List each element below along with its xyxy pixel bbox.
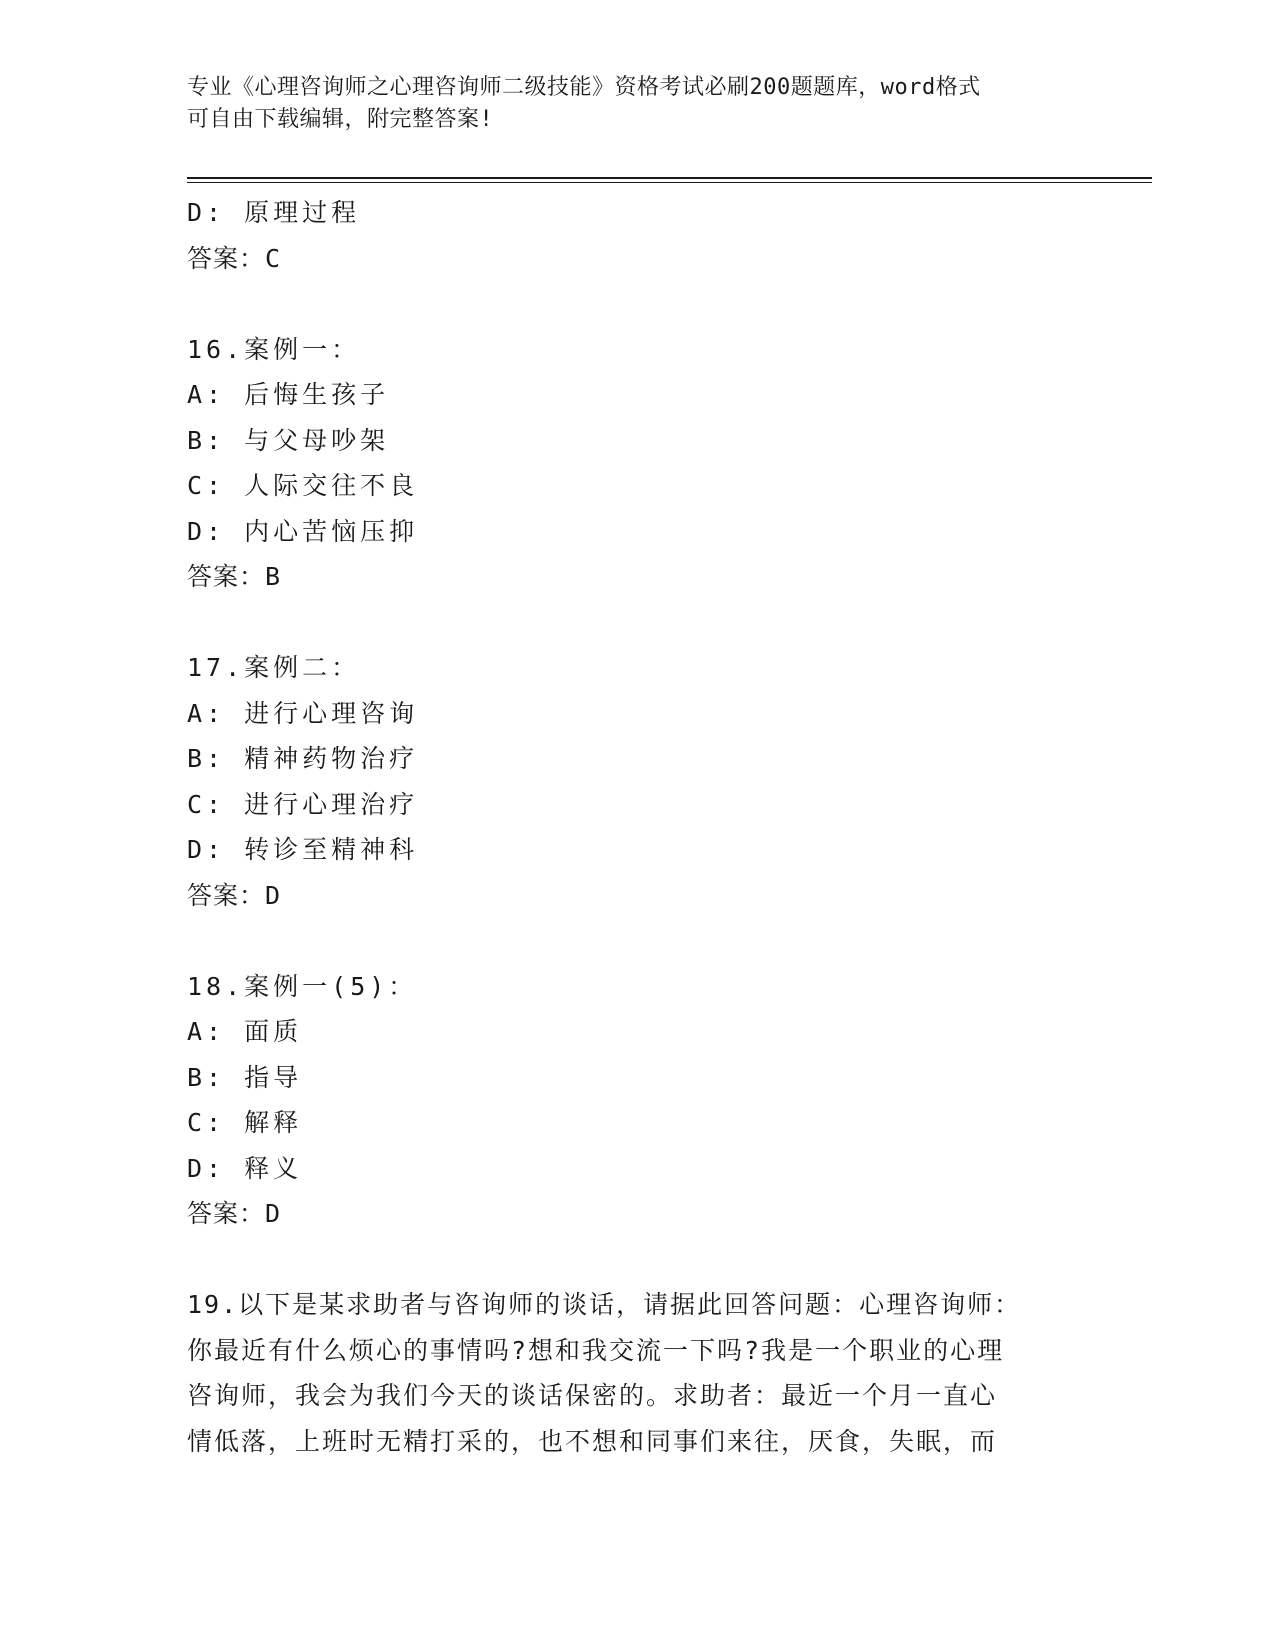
answer-label: 答案： (187, 880, 266, 910)
option-a: A: 面质 (187, 1017, 303, 1046)
document-body (187, 190, 1067, 1464)
option-d: D: 释义 (187, 1153, 303, 1183)
header-divider-thin (187, 182, 1152, 183)
option-d: D: 转诊至精神科 (187, 835, 419, 864)
question-19-line-1: 19.以下是某求助者与咨询师的谈话，请据此回答问题：心理咨询师： (187, 1290, 1022, 1319)
spacer (187, 281, 1067, 327)
answer-label: 答案： (187, 243, 266, 273)
option-c: C: 人际交往不良 (187, 471, 419, 500)
spacer (187, 1237, 1067, 1283)
question-19 (187, 1282, 1067, 1464)
spacer (187, 600, 1067, 646)
header-divider-thick (187, 177, 1152, 179)
header-line-1: 专业《心理咨询师之心理咨询师二级技能》资格考试必刷200题题库，word格式 (187, 75, 981, 100)
question-16 (187, 327, 1067, 600)
option-a: A: 后悔生孩子 (187, 380, 390, 409)
option-b: B: 与父母吵架 (187, 425, 390, 455)
header-line-2: 可自由下载编辑，附完整答案! (187, 107, 494, 132)
answer-value: B (265, 562, 282, 591)
answer-value: D (265, 1199, 282, 1228)
question-title: 18.案例一(5)： (187, 971, 418, 1001)
option-b: B: 精神药物治疗 (187, 744, 419, 773)
question-title: 16.案例一： (187, 334, 361, 364)
question-19-line-2: 你最近有什么烦心的事情吗?想和我交流一下吗?我是一个职业的心理 (187, 1335, 1005, 1365)
option-c: C: 进行心理治疗 (187, 789, 419, 819)
option-a: A: 进行心理咨询 (187, 698, 419, 728)
answer-label: 答案： (187, 1199, 266, 1228)
question-title: 17.案例二： (187, 653, 361, 682)
answer-label: 答案： (187, 562, 266, 591)
option-d-continued: D: 原理过程 (187, 198, 361, 227)
question-17 (187, 645, 1067, 918)
option-c: C: 解释 (187, 1108, 303, 1137)
answer-line (187, 554, 1067, 600)
question-19-line-3: 咨询师，我会为我们今天的谈话保密的。求助者：最近一个月一直心 (187, 1381, 998, 1410)
answer-line (187, 236, 1067, 282)
answer-value: D (265, 880, 282, 910)
option-b: B: 指导 (187, 1062, 303, 1092)
option-d: D: 内心苦恼压抑 (187, 516, 419, 546)
answer-line (187, 873, 1067, 919)
answer-value: C (265, 243, 282, 273)
spacer (187, 918, 1067, 964)
question-19-line-4: 情低落，上班时无精打采的，也不想和同事们来往，厌食，失眠，而 (187, 1426, 998, 1456)
answer-line (187, 1191, 1067, 1237)
question-18 (187, 964, 1067, 1237)
document-header (187, 72, 1067, 136)
